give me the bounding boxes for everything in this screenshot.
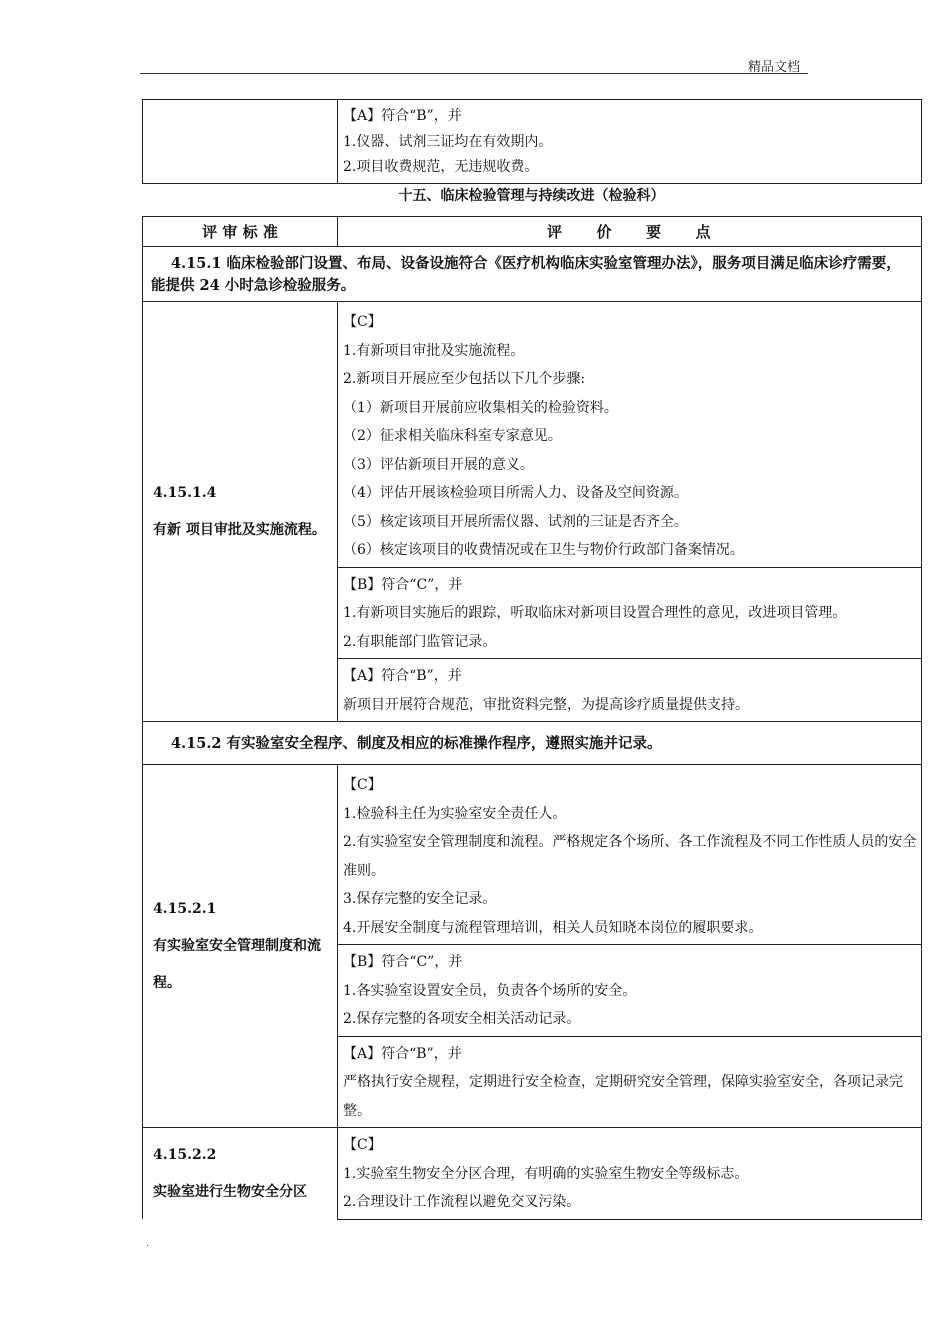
point-text: 2.合理设计工作流程以避免交叉污染。: [343, 1194, 581, 1210]
point-text: 1.有新项目审批及实施流程。: [343, 342, 525, 359]
grade-a-cell: [338, 1036, 922, 1128]
point-text: （3）评估新项目开展的意义。: [343, 456, 534, 473]
point-text: （6）核定该项目的收费情况或在卫生与物价行政部门备案情况。: [343, 542, 744, 558]
page-header-text: 精品文档: [748, 60, 801, 75]
point-text: 严格执行安全规程，定期进行安全检查，定期研究安全管理，保障实验室安全，各项记录完整。: [343, 1074, 903, 1119]
item-code: 4.15.2.2: [153, 1146, 217, 1163]
table-row: [143, 1128, 922, 1220]
grade-c-cell: [338, 1128, 922, 1220]
item-title: 实验室进行生物安全分区: [153, 1183, 307, 1200]
item-title: 有实验室安全管理制度和流程。: [153, 937, 321, 991]
grade-b-cell: [338, 567, 922, 659]
point-text: 4.开展安全制度与流程管理培训，相关人员知晓本岗位的履职要求。: [343, 919, 763, 936]
point-text: 【A】符合“B”，并: [343, 668, 462, 684]
point-text: 【B】符合“C”，并: [343, 954, 463, 970]
table-row: [143, 765, 922, 945]
point-text: （2）征求相关临床科室专家意见。: [343, 428, 562, 444]
point-text: 【A】符合“B”，并: [343, 1045, 462, 1062]
standard-row: [143, 722, 922, 765]
point-text: 2.有职能部门监管记录。: [343, 633, 497, 650]
point-text: 1.检验科主任为实验室安全责任人。: [343, 805, 567, 822]
footer-mark: .: [146, 1238, 150, 1249]
table-header-row: [143, 217, 922, 247]
point-text: 【C】: [343, 777, 382, 793]
header-points: 评 价 要 点: [338, 217, 922, 247]
item-code: 4.15.1.4: [153, 484, 217, 501]
grade-c-cell: [338, 302, 922, 568]
item-label-cell: [143, 1128, 338, 1220]
item-title: 有新 项目审批及实施流程。: [153, 521, 326, 538]
standard-row: [143, 247, 922, 302]
header-standard: 评 审 标 准: [143, 217, 338, 247]
section-title: 十五、临床检验管理与持续改进（检验科）: [398, 188, 665, 204]
points-cell: [338, 100, 922, 184]
point-text: 2.项目收费规范，无违规收费。: [343, 159, 539, 175]
point-text: 【B】符合“C”，并: [343, 576, 463, 593]
point-text: 2.保存完整的各项安全相关活动记录。: [343, 1011, 581, 1027]
standard-text: 4.15.2 有实验室安全程序、制度及相应的标准操作程序，遵照实施并记录。: [171, 735, 662, 752]
item-code: 4.15.2.1: [153, 900, 217, 917]
grade-a-cell: [338, 659, 922, 722]
point-text: 2.有实验室安全管理制度和流程。严格规定各个场所、各工作流程及不同工作性质人员的安全准则。: [343, 834, 917, 879]
table-row: [143, 100, 922, 184]
point-text: 【C】: [343, 314, 382, 330]
point-text: 【A】符合“B”，并: [343, 108, 462, 124]
standard-text: 4.15.1 临床检验部门设置、布局、设备设施符合《医疗机构临床实验室管理办法》，服务项目满足临床诊疗需要，能提供 24 小时急诊检验服务。: [151, 255, 901, 294]
point-text: 1.仪器、试剂三证均在有效期内。: [343, 133, 553, 150]
point-text: （4）评估开展该检验项目所需人力、设备及空间资源。: [343, 485, 688, 501]
standard-cell-empty: [143, 100, 338, 184]
point-text: 【C】: [343, 1137, 382, 1153]
point-text: （1）新项目开展前应收集相关的检验资料。: [343, 399, 618, 416]
point-text: 1.有新项目实施后的跟踪，听取临床对新项目设置合理性的意见，改进项目管理。: [343, 605, 847, 621]
grade-b-cell: [338, 945, 922, 1037]
point-text: 2.新项目开展应至少包括以下几个步骤:: [343, 371, 586, 387]
item-label-cell: [143, 765, 338, 1128]
point-text: 新项目开展符合规范，审批资料完整，为提高诊疗质量提供支持。: [343, 696, 749, 713]
point-text: （5）核定该项目开展所需仪器、试剂的三证是否齐全。: [343, 513, 688, 530]
grade-c-cell: [338, 765, 922, 945]
item-label-cell: [143, 302, 338, 722]
header-divider: [140, 73, 808, 74]
point-text: 1.实验室生物安全分区合理，有明确的实验室生物安全等级标志。: [343, 1165, 749, 1182]
top-continuation-table: [142, 99, 922, 184]
evaluation-table: [142, 216, 922, 1220]
point-text: 1.各实验室设置安全员，负责各个场所的安全。: [343, 982, 637, 999]
point-text: 3.保存完整的安全记录。: [343, 891, 497, 907]
table-row: [143, 302, 922, 568]
